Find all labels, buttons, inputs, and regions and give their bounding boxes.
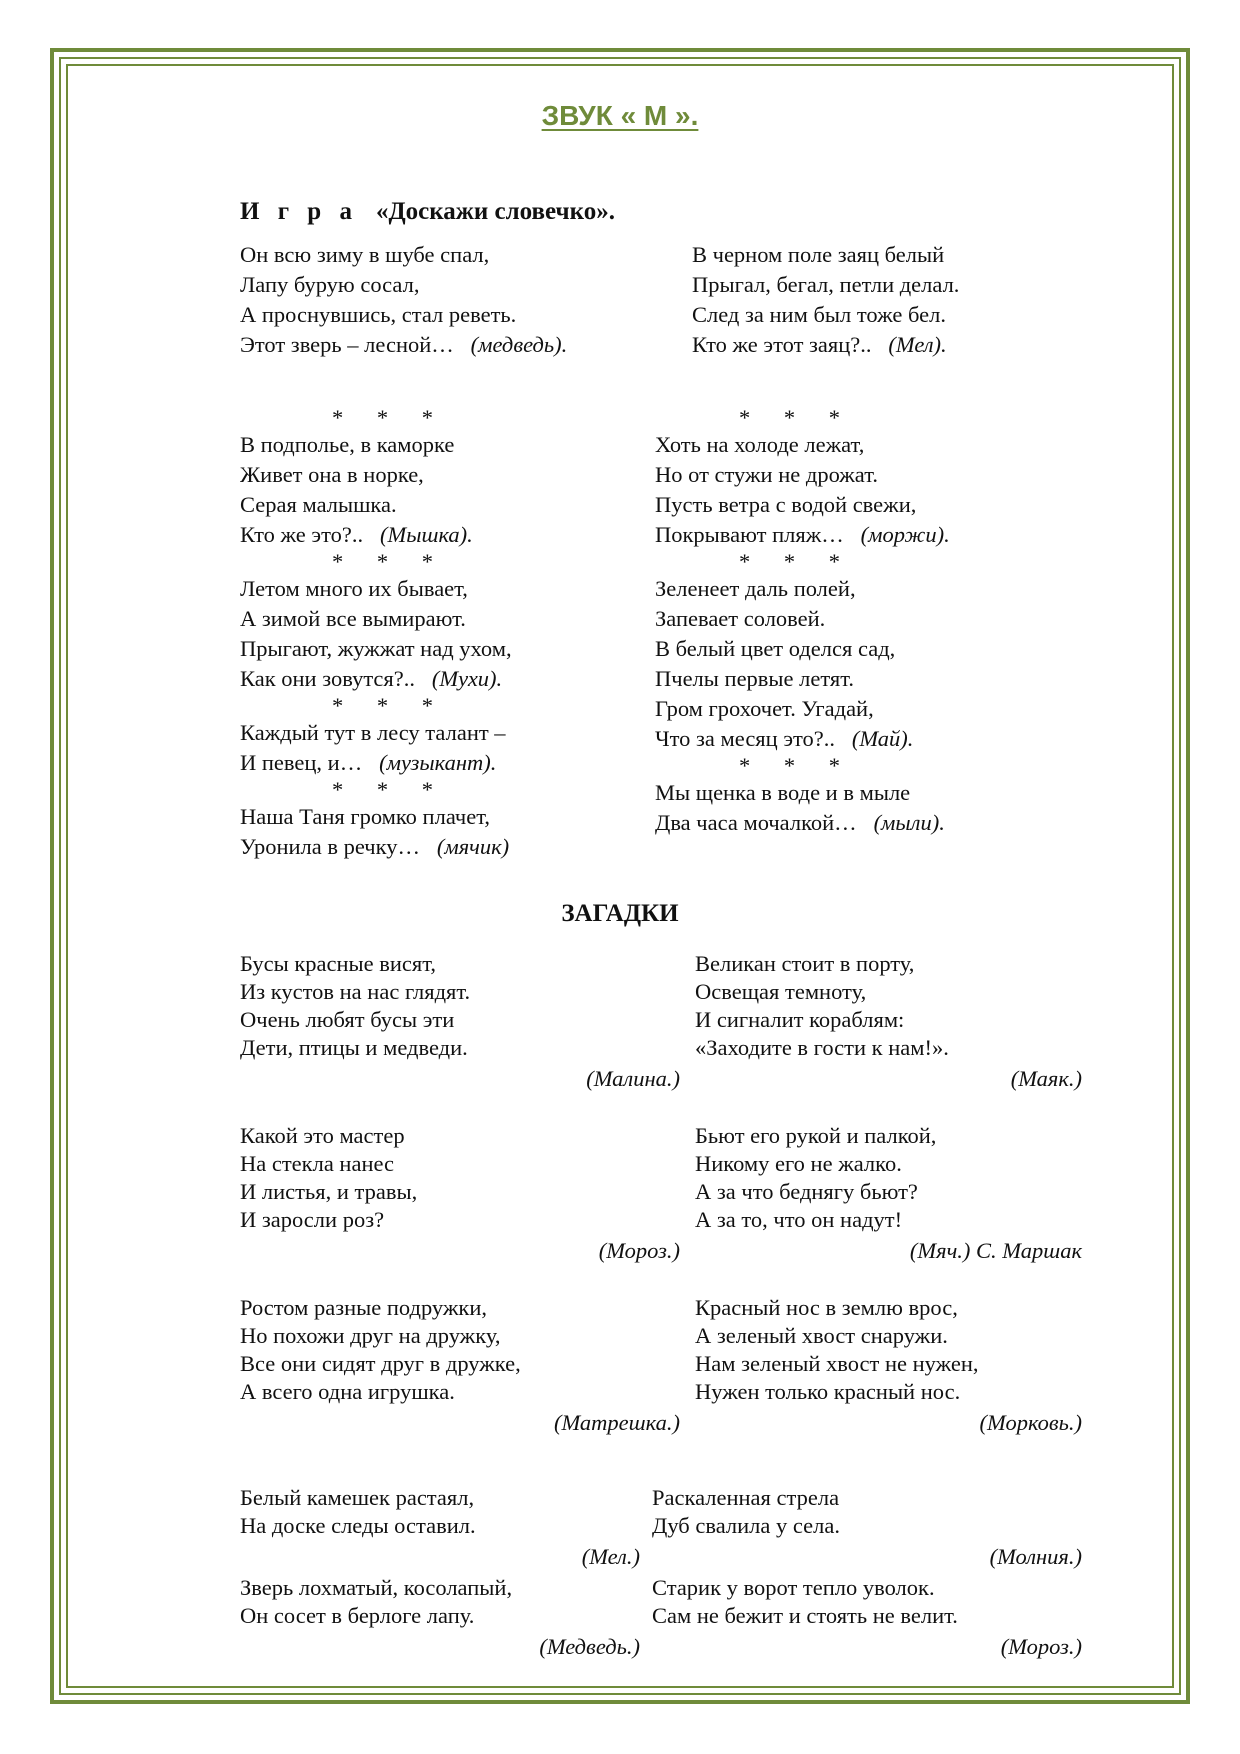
riddle-answer: (моржи). bbox=[860, 522, 950, 547]
riddle-answer: (Маяк.) bbox=[1010, 1066, 1082, 1091]
riddle-answer: (Мороз.) bbox=[598, 1238, 680, 1263]
stars-separator: * * * bbox=[332, 693, 447, 718]
riddle-molniya: Раскаленная стрела Дуб свалила у села. bbox=[652, 1485, 840, 1538]
riddle-answer: (Морковь.) bbox=[979, 1410, 1082, 1435]
stars-separator: * * * bbox=[332, 549, 447, 574]
game-label: И г р а bbox=[240, 198, 358, 225]
riddle-malina: Бусы красные висят, Из кустов на нас глядят. Очень любят бусы эти Дети, птицы и медведи. bbox=[240, 951, 471, 1060]
riddle-answer: (Малина.) bbox=[586, 1066, 680, 1091]
riddle-answer: (Мел.) bbox=[581, 1544, 640, 1569]
stars-separator: * * * bbox=[739, 405, 854, 430]
page-border-inner bbox=[66, 64, 1174, 1688]
riddle-answer: (Мухи). bbox=[431, 666, 503, 691]
riddle-myach: Бьют его рукой и палкой, Никому его не жалко. А за что беднягу бьют? А за то, что он надут! bbox=[695, 1123, 937, 1232]
riddle-answer: (Медведь.) bbox=[539, 1634, 640, 1659]
game-title bbox=[240, 198, 615, 226]
riddle-answer: (Мороз.) bbox=[1000, 1634, 1082, 1659]
riddle-mayak: Великан стоит в порту, Освещая темноту, И сигналит кораблям: «Заходите в гости к нам!». bbox=[695, 951, 949, 1060]
stars-separator: * * * bbox=[332, 777, 447, 802]
riddle-moroz: Какой это мастер На стекла нанес И листья, и травы, И заросли роз? bbox=[240, 1123, 418, 1232]
riddle-medved: Зверь лохматый, косолапый, Он сосет в берлоге лапу. bbox=[240, 1575, 513, 1628]
riddle-answer: (мыли). bbox=[873, 810, 945, 835]
stars-separator: * * * bbox=[332, 405, 447, 430]
riddle-answer: (Мышка). bbox=[379, 522, 473, 547]
riddle-answer: (Матрешка.) bbox=[554, 1410, 680, 1435]
riddle-answer: (медведь). bbox=[470, 332, 568, 357]
riddle-answer: (Мяч.) С. Маршак bbox=[909, 1238, 1082, 1263]
game-riddle-mel: В черном поле заяц белый Прыгал, бегал, петли делал. След за ним был тоже бел. Кто же этот заяц?.. (Мел). bbox=[692, 242, 960, 357]
riddle-matreshka: Ростом разные подружки, Но похожи друг на дружку, Все они сидят друг в дружке, А всего одна игрушка. bbox=[240, 1295, 521, 1404]
riddle-mel: Белый камешек растаял, На доске следы оставил. bbox=[240, 1485, 476, 1538]
stars-separator: * * * bbox=[739, 753, 854, 778]
riddles-title: ЗАГАДКИ bbox=[561, 900, 679, 927]
stars-separator: * * * bbox=[739, 549, 854, 574]
riddle-morkov: Красный нос в землю врос, А зеленый хвост снаружи. Нам зеленый хвост не нужен, Нужен только красный нос. bbox=[695, 1295, 979, 1404]
riddle-answer: (музыкант). bbox=[379, 750, 497, 775]
game-name: «Доскажи словечко». bbox=[375, 198, 615, 225]
riddle-moroz-2: Старик у ворот тепло уволок. Сам не бежит и стоять не велит. bbox=[652, 1575, 958, 1628]
page-title: ЗВУК « М ». bbox=[541, 100, 699, 131]
game-right-column: * * * Хоть на холоде лежат, Но от стужи не дрожат. Пусть ветра с водой свежи, Покрывают пляж… (моржи). * * * Зеленеет даль полей, Запевает соловей. В белый цвет оделся сад, Пчелы первые летят. Гром грохочет. Угадай, Что за месяц это?.. (Май). * * * Мы щенка в воде и в мыле Два часа мочалкой… (мыли). bbox=[655, 405, 950, 835]
riddle-answer: (Май). bbox=[851, 726, 914, 751]
game-left-column: * * * В подполье, в каморке Живет она в норке, Серая малышка. Кто же это?.. (Мышка). * * * Летом много их бывает, А зимой все вымирают. Прыгают, жужжат над ухом, Как они зовутся?.. (Мухи). * * * Каждый тут в лесу талант – И певец, и… (музыкант). * * * Наша Таня громко плачет, Уронила в речку… (мячик) bbox=[240, 405, 512, 859]
riddle-answer: (Мел). bbox=[888, 332, 947, 357]
riddle-answer: (мячик) bbox=[436, 834, 510, 859]
riddle-answer: (Молния.) bbox=[989, 1544, 1082, 1569]
game-riddle-medved: Он всю зиму в шубе спал, Лапу бурую сосал, А проснувшись, стал реветь. Этот зверь – лесной… (медведь). bbox=[240, 242, 568, 357]
